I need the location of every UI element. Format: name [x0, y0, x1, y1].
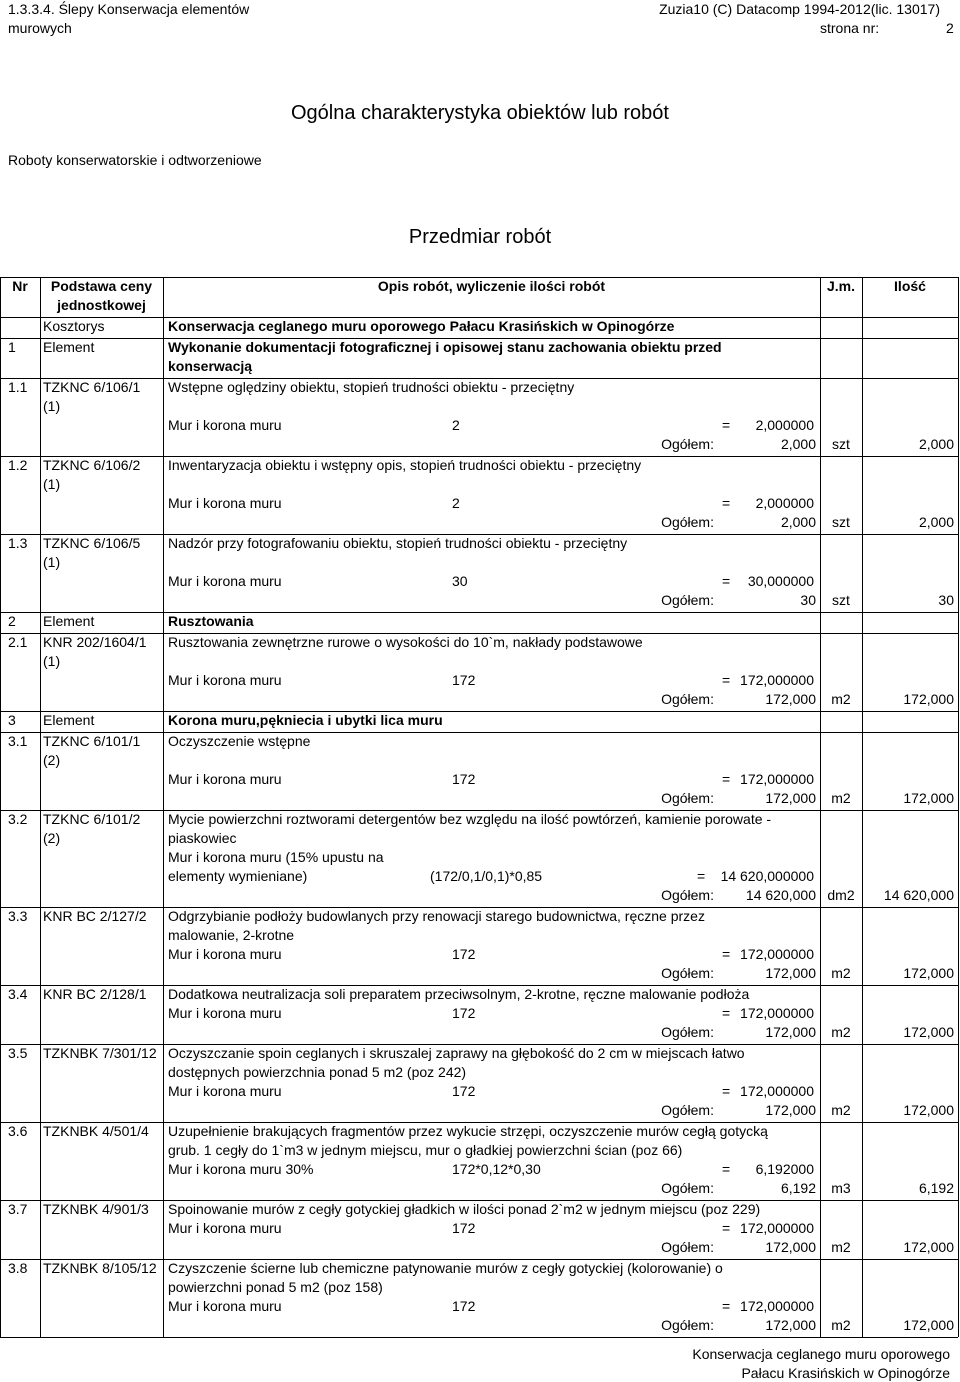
row-price-basis: Element	[43, 339, 95, 355]
calc-expression: 172	[452, 771, 476, 787]
row-price-basis-cont: (1)	[43, 653, 61, 669]
row-description: grub. 1 cegły do 1`m3 w jednym miejscu, mur o gładkiej powierzchni ścian (poz 66)	[168, 1142, 683, 1158]
calc-expression: 172	[452, 672, 476, 688]
row-price-basis: KNR 202/1604/1	[43, 634, 147, 650]
calc-expression: 172	[452, 1005, 476, 1021]
footer-project-line1: Konserwacja ceglanego muru oporowego	[692, 1346, 950, 1362]
works-type: Roboty konserwatorskie i odtworzeniowe	[8, 152, 262, 168]
quantity-value: 172,000	[903, 1317, 954, 1333]
row-price-basis-cont: (1)	[43, 398, 61, 414]
calc-equals: =	[722, 495, 731, 511]
row-price-basis: TZKNC 6/101/1	[43, 733, 141, 749]
header-software: Zuzia10 (C) Datacomp 1994-2012(lic. 13017)	[659, 1, 940, 17]
quantity-value: 172,000	[903, 1024, 954, 1040]
row-description: Czyszczenie ścierne lub chemiczne patynowanie murów z cegły gotyckiej (kolorowanie) o	[168, 1260, 723, 1276]
calc-label: Mur i korona muru	[168, 573, 282, 589]
row-number: 2.1	[8, 634, 28, 650]
calc-label: Mur i korona muru	[168, 1083, 282, 1099]
row-price-basis: TZKNBK 8/105/12	[43, 1260, 157, 1276]
section-title: Ogólna charakterystyka obiektów lub robót	[291, 102, 669, 124]
quantity-value: 2,000	[918, 514, 954, 530]
row-price-basis: TZKNBK 4/901/3	[43, 1201, 149, 1217]
calc-expression: 2	[452, 417, 460, 433]
row-number: 3.6	[8, 1123, 28, 1139]
total-label: Ogółem:	[661, 1102, 714, 1118]
calc-equals: =	[722, 1161, 731, 1177]
row-price-basis: KNR BC 2/128/1	[43, 986, 147, 1002]
calc-equals: =	[722, 672, 731, 688]
row-description: Oczyszczanie spoin ceglanych i skruszalej zaprawy na głębokość do 2 cm w miejscach łatwo	[168, 1045, 745, 1061]
quantity-value: 172,000	[903, 691, 954, 707]
grid-vline	[820, 277, 821, 1337]
calc-result: 30,000000	[747, 573, 814, 589]
row-number: 3.4	[8, 986, 28, 1002]
row-description: konserwacją	[168, 358, 253, 374]
calc-result: 172,000000	[740, 1005, 814, 1021]
quantity-value: 2,000	[918, 436, 954, 452]
row-number: 1.1	[8, 379, 28, 395]
footer-project-line2: Pałacu Krasińskich w Opinogórze	[741, 1365, 950, 1381]
calc-expression: 30	[452, 573, 468, 589]
col-header-basis: Podstawa ceny	[50, 278, 153, 294]
total-value: 172,000	[765, 1239, 816, 1255]
col-header-unit: J.m.	[826, 278, 855, 294]
calc-label: Mur i korona muru	[168, 771, 282, 787]
calc-label: Mur i korona muru	[168, 946, 282, 962]
row-price-basis-cont: (2)	[43, 752, 61, 768]
calc-label: Mur i korona muru	[168, 417, 282, 433]
unit-of-measure: szt	[832, 436, 850, 452]
total-value: 2,000	[780, 436, 816, 452]
total-value: 30	[800, 592, 816, 608]
unit-of-measure: szt	[832, 514, 850, 530]
row-number: 3.7	[8, 1201, 28, 1217]
calc-equals: =	[697, 868, 706, 884]
unit-of-measure: m2	[831, 1317, 851, 1333]
total-value: 14 620,000	[745, 887, 816, 903]
row-number: 1.2	[8, 457, 28, 473]
calc-equals: =	[722, 771, 731, 787]
row-number: 1	[8, 339, 16, 355]
calc-expression: 172	[452, 1083, 476, 1099]
calc-equals: =	[722, 1298, 731, 1314]
quantity-value: 172,000	[903, 1239, 954, 1255]
row-number: 2	[8, 613, 16, 629]
row-description: malowanie, 2-krotne	[168, 927, 295, 943]
calc-result: 6,192000	[755, 1161, 814, 1177]
total-label: Ogółem:	[661, 1317, 714, 1333]
row-number: 3.2	[8, 811, 28, 827]
row-description: Uzupełnienie brakujących fragmentów przez wykucie strzępi, oczyszczenie murów cegłą gotycką	[168, 1123, 768, 1139]
row-description: dostępnych powierzchnia ponad 5 m2 (poz 242)	[168, 1064, 467, 1080]
calc-equals: =	[722, 573, 731, 589]
row-price-basis-cont: (1)	[43, 476, 61, 492]
total-label: Ogółem:	[661, 436, 714, 452]
grid-vline	[862, 277, 863, 1337]
row-price-basis: Kosztorys	[43, 318, 105, 334]
calc-label: Mur i korona muru	[168, 1298, 282, 1314]
row-description: Nadzór przy fotografowaniu obiektu, stopień trudności obiektu - przeciętny	[168, 535, 628, 551]
unit-of-measure: m2	[831, 1102, 851, 1118]
row-description: Inwentaryzacja obiektu i wstępny opis, stopień trudności obiektu - przeciętny	[168, 457, 642, 473]
total-value: 2,000	[780, 514, 816, 530]
unit-of-measure: m2	[831, 965, 851, 981]
row-description: Rusztowania	[168, 613, 254, 629]
calc-equals: =	[722, 1083, 731, 1099]
row-price-basis: TZKNC 6/106/5	[43, 535, 141, 551]
row-description: Spoinowanie murów z cegły gotyckiej gładkich w ilości ponad 2`m2 w jednym miejscu (poz 229)	[168, 1201, 761, 1217]
unit-of-measure: m2	[831, 1239, 851, 1255]
row-number: 3	[8, 712, 16, 728]
row-description: Wykonanie dokumentacji fotograficznej i opisowej stanu zachowania obiektu przed	[168, 339, 722, 355]
header-page-number: 2	[946, 20, 954, 36]
calc-label: Mur i korona muru (15% upustu na	[168, 849, 384, 865]
total-value: 6,192	[780, 1180, 816, 1196]
calc-result: 172,000000	[740, 946, 814, 962]
quantity-value: 172,000	[903, 1102, 954, 1118]
row-price-basis: TZKNC 6/106/1	[43, 379, 141, 395]
row-price-basis-cont: (2)	[43, 830, 61, 846]
grid-hline	[0, 711, 958, 712]
quantity-value: 6,192	[918, 1180, 954, 1196]
row-description: Odgrzybianie podłoży budowlanych przy renowacji starego budownictwa, ręczne przez	[168, 908, 705, 924]
total-value: 172,000	[765, 1317, 816, 1333]
calc-expression: 172	[452, 1298, 476, 1314]
total-label: Ogółem:	[661, 514, 714, 530]
grid-vline	[163, 277, 164, 1337]
row-number: 3.5	[8, 1045, 28, 1061]
row-description: Rusztowania zewnętrzne rurowe o wysokości do 10`m, nakłady podstawowe	[168, 634, 643, 650]
row-description: powierzchni ponad 5 m2 (poz 158)	[168, 1279, 383, 1295]
total-label: Ogółem:	[661, 887, 714, 903]
row-description: Oczyszczenie wstępne	[168, 733, 311, 749]
calc-equals: =	[722, 946, 731, 962]
row-price-basis: TZKNC 6/106/2	[43, 457, 141, 473]
col-header-basis-cont: jednostkowej	[57, 297, 146, 313]
row-price-basis: KNR BC 2/127/2	[43, 908, 147, 924]
row-description: piaskowiec	[168, 830, 237, 846]
calc-equals: =	[722, 417, 731, 433]
row-price-basis-cont: (1)	[43, 554, 61, 570]
row-description: Dodatkowa neutralizacja soli preparatem przeciwsolnym, 2-krotne, ręczne malowanie podłoża	[168, 986, 750, 1002]
grid-vline	[958, 277, 959, 1337]
total-value: 172,000	[765, 691, 816, 707]
calc-label: Mur i korona muru	[168, 495, 282, 511]
quantity-value: 172,000	[903, 965, 954, 981]
row-description: Wstępne oględziny obiektu, stopień trudności obiektu - przeciętny	[168, 379, 575, 395]
calc-expression: (172/0,1/0,1)*0,85	[430, 868, 543, 884]
calc-label-cont: elementy wymieniane)	[168, 868, 308, 884]
quantity-value: 172,000	[903, 790, 954, 806]
row-price-basis: TZKNBK 7/301/12	[43, 1045, 157, 1061]
row-number: 3.1	[8, 733, 28, 749]
calc-result: 172,000000	[740, 1298, 814, 1314]
calc-result: 14 620,000000	[720, 868, 814, 884]
calc-expression: 172	[452, 1220, 476, 1236]
row-price-basis: TZKNBK 4/501/4	[43, 1123, 149, 1139]
col-header-quantity: Ilość	[894, 278, 926, 294]
calc-result: 172,000000	[740, 771, 814, 787]
grid-hline	[0, 1337, 958, 1338]
total-label: Ogółem:	[661, 592, 714, 608]
calc-label: Mur i korona muru	[168, 1220, 282, 1236]
unit-of-measure: m2	[831, 790, 851, 806]
header-doc-path-cont: murowych	[8, 20, 72, 36]
calc-result: 172,000000	[740, 1220, 814, 1236]
calc-result: 172,000000	[740, 1083, 814, 1099]
row-description: Konserwacja ceglanego muru oporowego Pałacu Krasińskich w Opinogórze	[168, 318, 675, 334]
calc-equals: =	[722, 1220, 731, 1236]
row-price-basis: TZKNC 6/101/2	[43, 811, 141, 827]
grid-vline	[0, 277, 1, 1337]
row-number: 3.3	[8, 908, 28, 924]
calc-expression: 172*0,12*0,30	[452, 1161, 541, 1177]
total-label: Ogółem:	[661, 1180, 714, 1196]
calc-equals: =	[722, 1005, 731, 1021]
unit-of-measure: dm2	[827, 887, 855, 903]
header-page-label: strona nr:	[820, 20, 880, 36]
calc-expression: 172	[452, 946, 476, 962]
calc-label: Mur i korona muru	[168, 1005, 282, 1021]
grid-vline	[40, 277, 41, 1337]
total-label: Ogółem:	[661, 691, 714, 707]
total-label: Ogółem:	[661, 965, 714, 981]
row-description: Mycie powierzchni roztworami detergentów bez względu na ilość powtórzeń, kamienie porowate -	[168, 811, 772, 827]
total-label: Ogółem:	[661, 790, 714, 806]
header-doc-path: 1.3.3.4. Ślepy Konserwacja elementów	[8, 1, 250, 17]
row-description: Korona muru,pękniecia i ubytki lica muru	[168, 712, 443, 728]
unit-of-measure: m3	[831, 1180, 851, 1196]
total-label: Ogółem:	[661, 1024, 714, 1040]
calc-result: 2,000000	[755, 417, 814, 433]
total-label: Ogółem:	[661, 1239, 714, 1255]
calc-label: Mur i korona muru	[168, 672, 282, 688]
unit-of-measure: m2	[831, 1024, 851, 1040]
total-value: 172,000	[765, 965, 816, 981]
total-value: 172,000	[765, 1024, 816, 1040]
row-number: 1.3	[8, 535, 28, 551]
total-value: 172,000	[765, 790, 816, 806]
total-value: 172,000	[765, 1102, 816, 1118]
calc-result: 172,000000	[740, 672, 814, 688]
unit-of-measure: m2	[831, 691, 851, 707]
unit-of-measure: szt	[832, 592, 850, 608]
document-title: Przedmiar robót	[408, 226, 552, 248]
row-number: 3.8	[8, 1260, 28, 1276]
quantity-value: 30	[938, 592, 954, 608]
calc-label: Mur i korona muru 30%	[168, 1161, 314, 1177]
calc-result: 2,000000	[755, 495, 814, 511]
col-header-nr: Nr	[12, 278, 28, 294]
grid-hline	[0, 612, 958, 613]
quantity-value: 14 620,000	[883, 887, 954, 903]
row-price-basis: Element	[43, 712, 95, 728]
calc-expression: 2	[452, 495, 460, 511]
col-header-description: Opis robót, wyliczenie ilości robót	[377, 278, 606, 294]
grid-hline	[0, 732, 958, 733]
row-price-basis: Element	[43, 613, 95, 629]
